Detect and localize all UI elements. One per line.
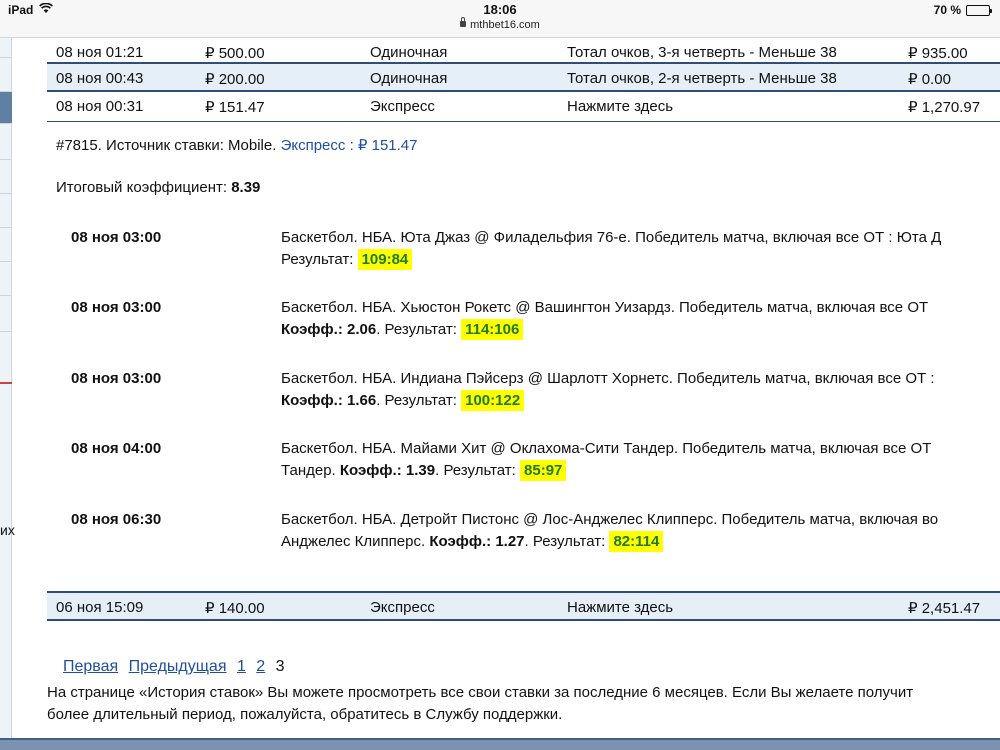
status-right xyxy=(934,3,990,17)
leg-time: 08 ноя 03:00 xyxy=(71,229,162,246)
bet-date: 08 ноя 00:43 xyxy=(56,70,144,87)
sidebar-segment[interactable] xyxy=(0,160,12,194)
bet-type: Одиночная xyxy=(370,70,448,87)
coef-value: 2.06 xyxy=(347,321,377,338)
sidebar-segment[interactable] xyxy=(0,296,12,332)
ios-status-bar xyxy=(0,0,1000,38)
leg-description: Баскетбол. НБА. Хьюстон Рокетс @ Вашингтон Уизардз. Победитель матча, включая все ОТ xyxy=(281,299,929,316)
click-here-link[interactable]: Нажмите здесь xyxy=(567,599,674,616)
leg-selection-tail: Анджелес Клипперс. xyxy=(281,533,426,550)
bet-date: 08 ноя 00:31 xyxy=(56,98,144,115)
bet-date: 08 ноя 01:21 xyxy=(56,44,144,61)
address-url: mthbet16.com xyxy=(470,19,540,31)
leg-description: Баскетбол. НБА. Юта Джаз @ Филадельфия 76-е. Победитель матча, включая все ОТ : Юта Д xyxy=(281,229,942,246)
sidebar-segment[interactable] xyxy=(0,58,12,92)
result-label: Результат: xyxy=(384,392,457,409)
sidebar-segment[interactable] xyxy=(0,194,12,228)
coef-value: 1.66 xyxy=(347,392,377,409)
bet-win: ₽ 2,451.47 xyxy=(908,600,981,617)
total-coef-label: Итоговый коэффициент: xyxy=(56,179,228,196)
sidebar-divider xyxy=(0,382,12,384)
click-here-link[interactable]: Нажмите здесь xyxy=(567,98,674,115)
leg-time: 08 ноя 03:00 xyxy=(71,370,162,387)
page-2-link[interactable]: 2 xyxy=(256,658,266,675)
bet-win: ₽ 935.00 xyxy=(908,45,968,62)
result-label: Результат: xyxy=(532,533,606,550)
history-note-line2: более длительный период, пожалуйста, обратитесь в Службу поддержки. xyxy=(47,706,563,723)
total-coefficient xyxy=(56,179,260,196)
battery-percent: 70 % xyxy=(933,3,961,17)
bet-row[interactable] xyxy=(47,62,1000,92)
leg-description: Баскетбол. НБА. Детройт Пистонс @ Лос-Анджелес Клипперс. Победитель матча, включая во xyxy=(281,511,939,528)
status-time: 18:06 xyxy=(483,2,517,17)
bet-stake: ₽ 200.00 xyxy=(205,71,265,88)
bet-stake: ₽ 500.00 xyxy=(205,45,265,62)
express-leg xyxy=(47,370,1000,430)
bet-row-expanded[interactable] xyxy=(47,92,1000,122)
coef-label: Коэфф.: xyxy=(429,533,492,550)
page-prev-link[interactable]: Предыдущая xyxy=(128,658,227,675)
bet-type: Экспресс xyxy=(370,98,435,115)
left-sidebar xyxy=(0,38,12,738)
ticket-info xyxy=(56,136,418,154)
ticket-express-link[interactable]: Экспресс : ₽ 151.47 xyxy=(280,137,418,154)
result-score: 100:122 xyxy=(461,390,524,411)
express-leg xyxy=(47,440,1000,500)
leg-description: Баскетбол. НБА. Индиана Пэйсерз @ Шарлотт Хорнетс. Победитель матча, включая все ОТ : xyxy=(281,370,935,387)
sidebar-segment[interactable] xyxy=(0,38,12,58)
page-current: 3 xyxy=(275,658,285,675)
sidebar-segment-active[interactable] xyxy=(0,92,12,124)
bet-date: 06 ноя 15:09 xyxy=(56,599,144,616)
total-coef-value: 8.39 xyxy=(231,179,261,196)
leg-description: Баскетбол. НБА. Майами Хит @ Оклахома-Сити Тандер. Победитель матча, включая все ОТ xyxy=(281,440,932,457)
leg-time: 08 ноя 06:30 xyxy=(71,511,162,528)
result-score: 109:84 xyxy=(358,249,413,270)
sidebar-segment[interactable] xyxy=(0,124,12,160)
bet-win: ₽ 1,270.97 xyxy=(908,99,981,116)
bottom-bar xyxy=(0,738,1000,750)
bet-selection: Тотал очков, 3-я четверть - Меньше 38 xyxy=(567,44,837,61)
sidebar-segment[interactable] xyxy=(0,228,12,262)
result-score: 114:106 xyxy=(461,319,523,340)
result-label: Результат: xyxy=(384,321,457,338)
coef-value: 1.27 xyxy=(495,533,525,550)
lock-icon xyxy=(460,21,466,27)
battery-icon xyxy=(966,5,990,16)
bet-win: ₽ 0.00 xyxy=(908,71,951,88)
sidebar-cut-text: их xyxy=(0,522,15,538)
bet-selection: Тотал очков, 2-я четверть - Меньше 38 xyxy=(567,70,837,87)
coef-label: Коэфф.: xyxy=(281,321,343,338)
express-leg xyxy=(47,299,1000,359)
coef-label: Коэфф.: xyxy=(339,462,402,479)
bet-type: Экспресс xyxy=(370,599,435,616)
coef-value: 1.39 xyxy=(405,462,436,479)
ticket-prefix: #7815. Источник ставки: Mobile. xyxy=(56,137,277,154)
leg-time: 08 ноя 03:00 xyxy=(71,299,162,316)
leg-result-line: Анджелес Клипперс. Коэфф.: 1.27. Результат: 82:114 xyxy=(281,533,663,550)
express-leg xyxy=(47,229,1000,289)
page-first-link[interactable]: Первая xyxy=(63,658,119,675)
leg-selection-tail: Тандер. xyxy=(281,462,336,479)
result-label: Результат: xyxy=(443,462,516,479)
leg-result-line: Коэфф.: 2.06. Результат: 114:106 xyxy=(281,321,523,338)
bet-type: Одиночная xyxy=(370,44,448,61)
address-bar[interactable] xyxy=(0,19,1000,31)
bet-row[interactable] xyxy=(47,591,1000,621)
leg-time: 08 ноя 04:00 xyxy=(71,440,162,457)
leg-result-line: Тандер. Коэфф.: 1.39. Результат: 85:97 xyxy=(281,462,566,479)
leg-result-line: Коэфф.: 1.66. Результат: 100:122 xyxy=(281,392,524,409)
bet-stake: ₽ 151.47 xyxy=(205,99,265,116)
express-leg xyxy=(47,511,1000,571)
coef-label: Коэфф.: xyxy=(281,392,343,409)
bet-stake: ₽ 140.00 xyxy=(205,600,265,617)
result-label: Результат: xyxy=(281,251,354,268)
device-label: iPad xyxy=(8,3,34,17)
history-note-line1: На странице «История ставок» Вы можете просмотреть все свои ставки за последние 6 месяцев. Если Вы желаете получит xyxy=(47,684,914,701)
leg-result-line xyxy=(281,251,412,268)
sidebar-segment[interactable] xyxy=(0,262,12,296)
pagination xyxy=(63,658,285,676)
page-1-link[interactable]: 1 xyxy=(236,658,246,675)
result-score: 82:114 xyxy=(609,531,663,552)
result-score: 85:97 xyxy=(520,460,566,481)
